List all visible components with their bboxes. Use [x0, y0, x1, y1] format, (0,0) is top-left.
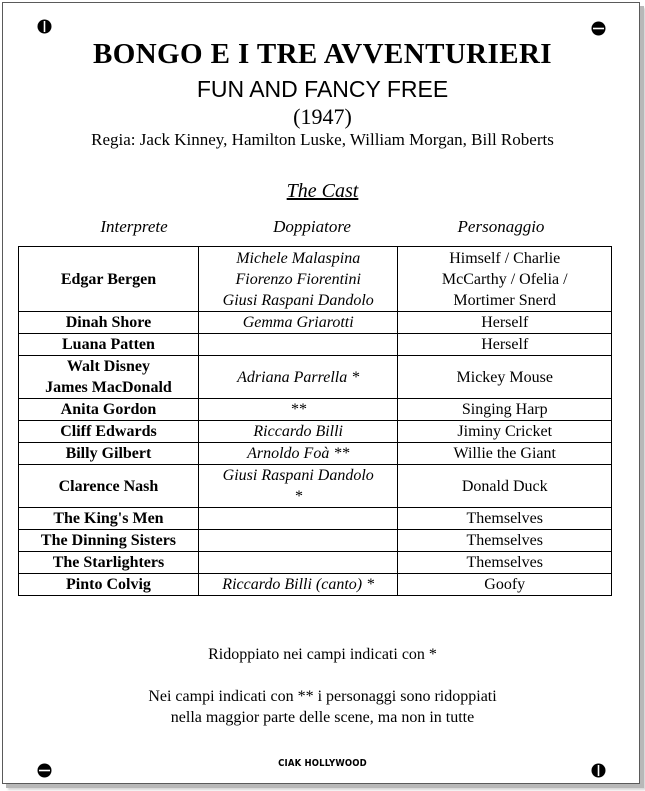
cast-character-cell — [398, 508, 612, 530]
cast-actor-cell-line: The Starlighters — [52, 554, 165, 571]
cast-dubber-cell-line: Riccardo Billi — [253, 423, 343, 440]
cast-actor-cell — [19, 312, 199, 334]
cast-actor-cell-line: Walt Disney — [66, 358, 151, 375]
cast-actor-cell — [19, 334, 199, 356]
cast-row — [19, 530, 612, 552]
partial-redub-note-line1: Nei campi indicati con ** i personaggi sono ridoppiati — [148, 688, 497, 705]
cast-character-cell — [398, 465, 612, 508]
cast-character-cell-line: Themselves — [466, 510, 543, 527]
cast-dubber-cell — [198, 247, 398, 312]
cast-dubber-cell-line: Michele Malaspina — [236, 249, 361, 267]
cast-dubber-cell — [198, 421, 398, 443]
cast-character-cell-line: Willie the Giant — [453, 445, 556, 462]
cast-dubber-cell-line: Giusi Raspani Dandolo — [222, 291, 374, 309]
column-header-doppiatore: Doppiatore — [273, 217, 351, 236]
cast-actor-cell — [19, 247, 199, 312]
cast-dubber-cell — [198, 574, 398, 596]
cast-actor-cell — [19, 399, 199, 421]
cast-character-cell-line: Donald Duck — [461, 477, 548, 495]
screw-top-right-icon — [591, 21, 606, 36]
column-header-interprete: Interprete — [100, 217, 168, 236]
cast-character-cell-line: Themselves — [466, 532, 543, 549]
cast-row — [19, 399, 612, 421]
cast-row — [19, 247, 612, 312]
cast-character-cell — [398, 247, 612, 312]
cast-dubber-cell-line: Giusi Raspani Dandolo — [222, 467, 374, 484]
cast-dubber-cell — [198, 552, 398, 574]
cast-dubber-cell — [198, 530, 398, 552]
cast-table — [18, 246, 612, 596]
cast-dubber-cell — [198, 312, 398, 334]
cast-dubber-cell — [198, 356, 398, 399]
cast-dubber-cell-line: ** — [290, 401, 307, 418]
cast-character-cell — [398, 356, 612, 399]
cast-dubber-cell — [198, 465, 398, 508]
italian-title: BONGO E I TRE AVVENTURIERI — [93, 38, 552, 70]
cast-actor-cell-line: Cliff Edwards — [60, 423, 157, 440]
cast-character-cell-line: Themselves — [466, 554, 543, 571]
cast-dubber-cell — [198, 443, 398, 465]
cast-character-cell — [398, 312, 612, 334]
partial-redub-note — [0, 686, 645, 728]
cast-character-cell-line: Herself — [481, 336, 529, 353]
redub-note: Ridoppiato nei campi indicati con * — [208, 646, 437, 663]
cast-heading: The Cast — [286, 180, 359, 202]
screw-top-left-icon — [37, 19, 52, 34]
cast-actor-cell-line: Anita Gordon — [60, 401, 157, 418]
cast-character-cell-line: Herself — [481, 314, 529, 331]
release-year: (1947) — [293, 104, 352, 129]
cast-character-cell-line: Jiminy Cricket — [457, 423, 553, 440]
cast-character-cell — [398, 334, 612, 356]
cast-character-cell — [398, 443, 612, 465]
cast-actor-cell — [19, 552, 199, 574]
cast-dubber-cell — [198, 508, 398, 530]
cast-character-cell — [398, 552, 612, 574]
cast-dubber-cell-line: Riccardo Billi (canto) * — [222, 576, 375, 593]
cast-character-cell — [398, 399, 612, 421]
cast-actor-cell-line: The Dinning Sisters — [40, 532, 177, 549]
cast-actor-cell-line: Clarence Nash — [58, 477, 159, 495]
cast-dubber-cell-line: * — [294, 488, 303, 505]
cast-character-cell-line: Goofy — [484, 576, 526, 593]
cast-character-cell-line: Mortimer Snerd — [453, 291, 557, 309]
cast-row — [19, 443, 612, 465]
cast-row — [19, 334, 612, 356]
cast-character-cell-line: McCarthy / Ofelia / — [441, 270, 568, 288]
cast-row — [19, 421, 612, 443]
cast-character-cell-line: Mickey Mouse — [456, 368, 553, 386]
director-credit: Regia: Jack Kinney, Hamilton Luske, William Morgan, Bill Roberts — [91, 130, 554, 149]
cast-dubber-cell-line: Adriana Parrella * — [237, 368, 360, 386]
cast-actor-cell-line: Billy Gilbert — [65, 445, 152, 462]
cast-row — [19, 356, 612, 399]
cast-actor-cell — [19, 443, 199, 465]
cast-actor-cell — [19, 530, 199, 552]
cast-actor-cell — [19, 465, 199, 508]
cast-row — [19, 465, 612, 508]
cast-actor-cell — [19, 508, 199, 530]
cast-actor-cell — [19, 574, 199, 596]
cast-actor-cell-line: Dinah Shore — [65, 314, 152, 331]
cast-character-cell-line: Himself / Charlie — [449, 249, 561, 267]
cast-actor-cell-line: James MacDonald — [45, 379, 172, 396]
partial-redub-note-line2: nella maggior parte delle scene, ma non in tutte — [170, 709, 475, 726]
cast-dubber-cell-line: Fiorenzo Fiorentini — [235, 270, 361, 288]
cast-actor-cell — [19, 356, 199, 399]
column-header-personaggio: Personaggio — [457, 217, 545, 236]
cast-row — [19, 312, 612, 334]
cast-character-cell — [398, 574, 612, 596]
cast-actor-cell-line: Luana Patten — [62, 336, 155, 353]
cast-actor-cell — [19, 421, 199, 443]
cast-actor-cell-line: Pinto Colvig — [66, 576, 151, 593]
original-title: FUN AND FANCY FREE — [196, 76, 449, 102]
cast-dubber-cell-line: Gemma Griarotti — [242, 314, 354, 331]
cast-actor-cell-line: The King's Men — [53, 510, 164, 527]
cast-row — [19, 574, 612, 596]
cast-character-cell — [398, 530, 612, 552]
cast-character-cell-line: Singing Harp — [461, 401, 548, 418]
cast-dubber-cell — [198, 334, 398, 356]
cast-actor-cell-line: Edgar Bergen — [60, 270, 157, 288]
ciak-hollywood-logo: CIAK HOLLYWOOD — [278, 758, 367, 769]
cast-row — [19, 552, 612, 574]
cast-dubber-cell-line: Arnoldo Foà ** — [247, 445, 350, 462]
cast-character-cell — [398, 421, 612, 443]
cast-row — [19, 508, 612, 530]
cast-dubber-cell — [198, 399, 398, 421]
